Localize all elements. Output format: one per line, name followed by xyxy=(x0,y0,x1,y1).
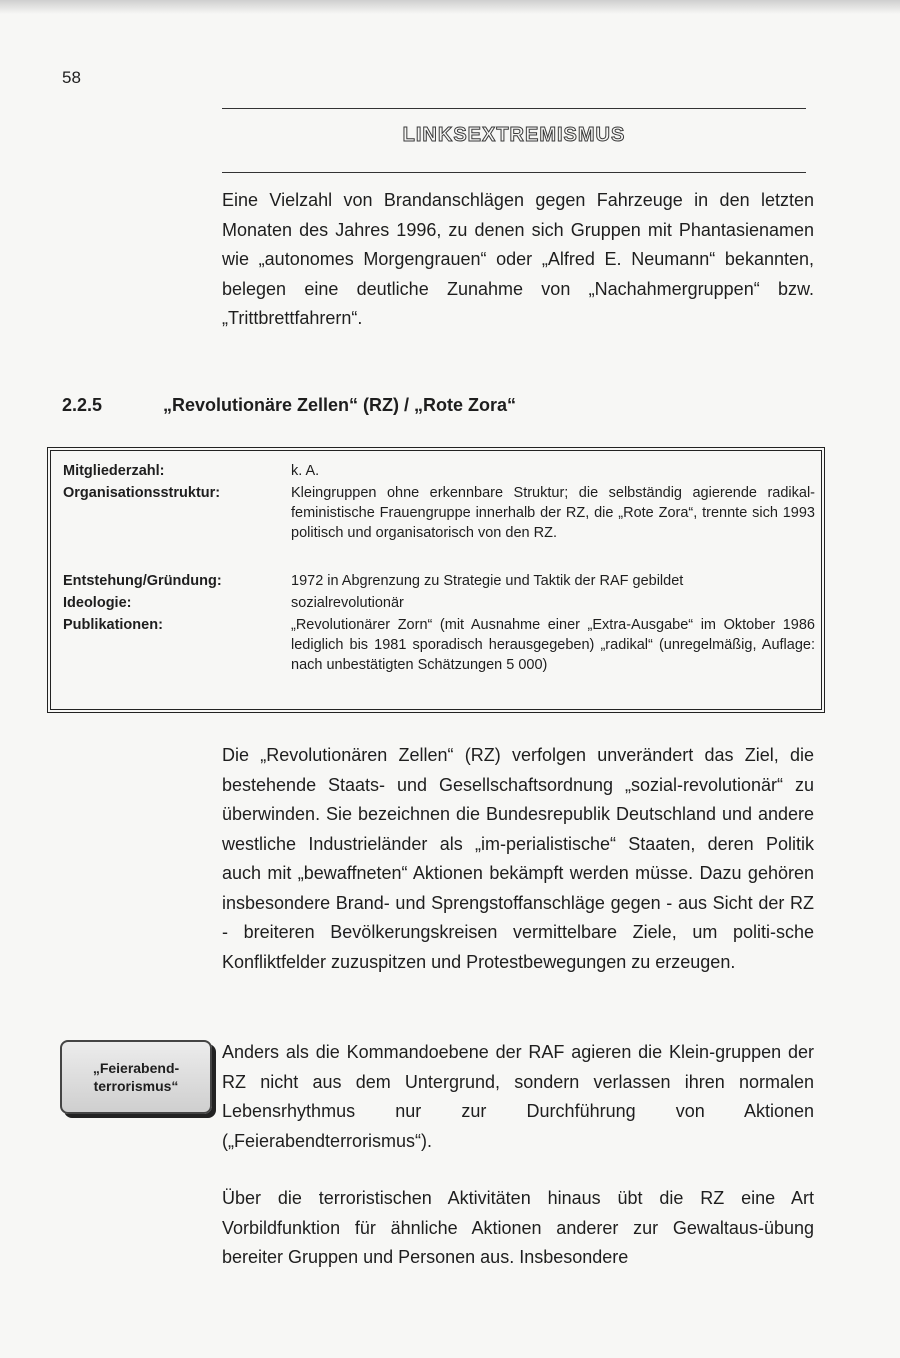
margin-note-text: „Feierabend-terrorismus“ xyxy=(92,1060,180,1094)
info-value: k. A. xyxy=(291,463,320,479)
info-label: Mitgliederzahl: xyxy=(63,463,165,479)
section-number: 2.2.5 xyxy=(62,395,103,415)
body-paragraph-3: Über die terroristischen Aktivitäten hinaus übt die RZ eine Art Vorbildfunktion für ähnliche Aktionen anderer zur Gewaltaus-übung bereiter Gruppen und Personen aus. Insbesondere xyxy=(222,1188,814,1267)
scan-edge xyxy=(0,0,900,14)
info-value: 1972 in Abgrenzung zu Strategie und Taktik der RAF gebildet xyxy=(291,573,684,589)
intro-paragraph: Eine Vielzahl von Brandanschlägen gegen Fahrzeuge in den letzten Monaten des Jahres 1996, zu denen sich Gruppen mit Phantasienamen wie „autonomes Morgengrauen“ oder „Alfred E. Neumann“ bekannten, belegen eine deutliche Zunahme von „Nachahmergruppen“ bzw. „Trittbrettfahrern“. xyxy=(222,190,814,328)
info-value: Kleingruppen ohne erkennbare Struktur; die selbständig agierende radikal-feministische Frauengruppe innerhalb der RZ, die „Rote Zora“, trennte sich 1993 politisch und organisatorisch von den RZ. xyxy=(291,485,815,541)
section-heading xyxy=(62,395,516,416)
header-rule-top xyxy=(222,108,806,109)
info-label: Entstehung/Gründung: xyxy=(63,573,222,589)
running-head: LINKSEXTREMISMUS xyxy=(402,124,626,146)
info-value: „Revolutionärer Zorn“ (mit Ausnahme einer „Extra-Ausgabe“ im Oktober 1986 lediglich bis 1981 sporadisch herausgegeben) „radikal“ (unregelmäßig, Auflage: nach unbestätigten Schätzungen 5 000) xyxy=(291,617,815,673)
page-number: 58 xyxy=(62,68,81,87)
info-label: Publikationen: xyxy=(63,617,163,633)
body-paragraph-2: Anders als die Kommandoebene der RAF agieren die Klein-gruppen der RZ nicht aus dem Untergrund, sondern verlassen ihren normalen Lebensrhythmus nur zur Durchführung von Aktionen („Feierabendterrorismus“). xyxy=(222,1042,814,1151)
info-label: Ideologie: xyxy=(63,595,132,611)
section-title: „Revolutionäre Zellen“ (RZ) / „Rote Zora“ xyxy=(163,395,517,415)
body-paragraph-1: Die „Revolutionären Zellen“ (RZ) verfolgen unverändert das Ziel, die bestehende Staats- und Gesellschaftsordnung „sozial-revolutionär“ zu überwinden. Sie bezeichnen die Bundesrepublik Deutschland und andere westliche Industrieländer als „im-perialistische“ Staaten, deren Politik auch mit „bewaffneten“ Aktionen bekämpft werden müsse. Dazu gehören insbesondere Brand- und Sprengstoffanschläge gegen - aus Sicht der RZ - breiteren Bevölkerungskreisen vermittelbare Ziele, um politi-sche Konfliktfelder zuzuspitzen und Protestbewegungen zu erzeugen. xyxy=(222,745,814,972)
info-label: Organisationsstruktur: xyxy=(63,485,221,501)
header-rule-bottom xyxy=(222,172,806,173)
info-value: sozialrevolutionär xyxy=(291,595,404,611)
info-box xyxy=(50,450,822,710)
margin-note xyxy=(60,1040,212,1114)
